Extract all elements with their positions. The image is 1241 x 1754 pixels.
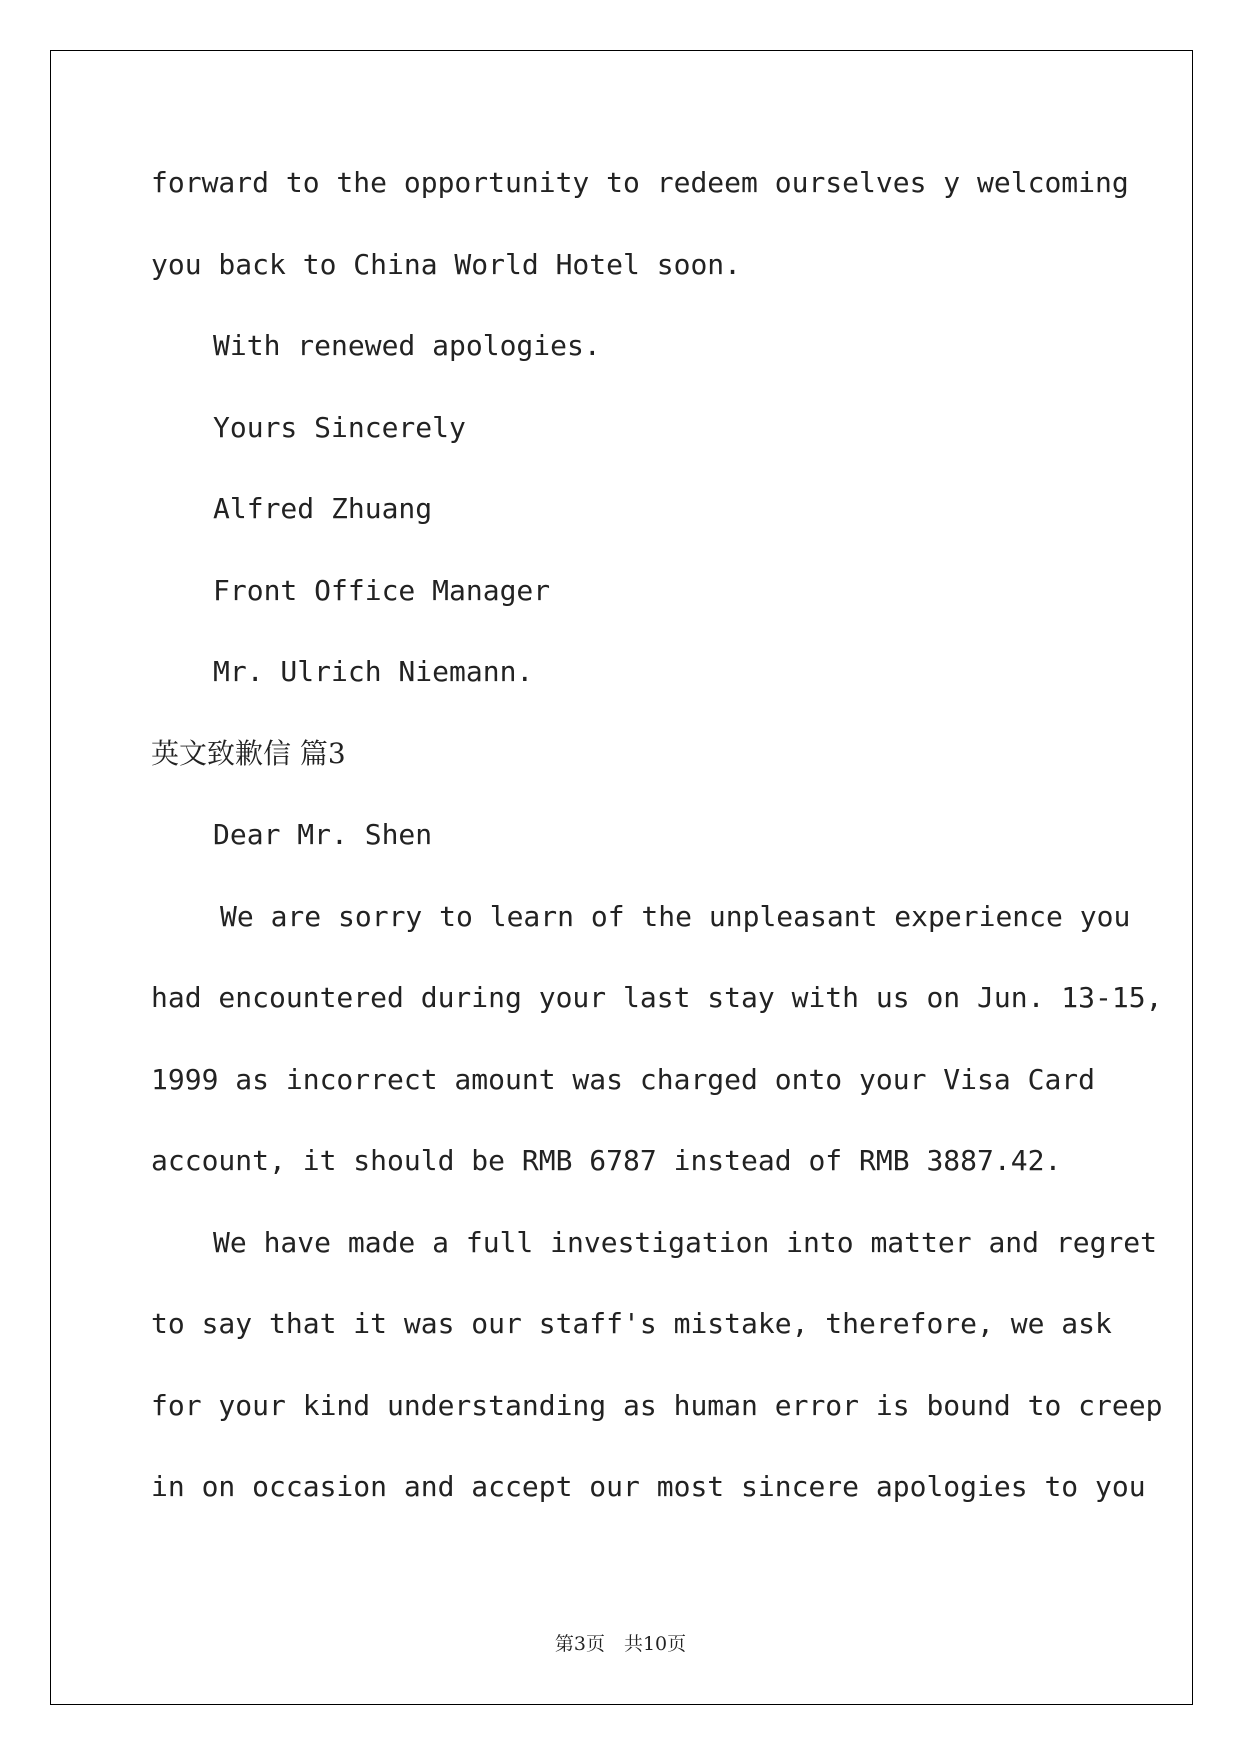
signer-name: Alfred Zhuang: [213, 492, 433, 525]
text-line: account, it should be RMB 6787 instead of RMB 3887.42.: [151, 1144, 1062, 1177]
sign-off: Yours Sincerely: [213, 410, 466, 444]
section-heading: 英文致歉信 篇3: [151, 736, 346, 770]
text-line: for your kind understanding as human error is bound to creep: [151, 1388, 1163, 1422]
text-line: had encountered during your last stay with us on Jun. 13-15,: [151, 981, 1163, 1014]
text-line: forward to the opportunity to redeem ourselves y welcoming: [151, 166, 1129, 199]
text-line: We have made a full investigation into matter and regret: [213, 1225, 1158, 1259]
signer-title: Front Office Manager: [213, 573, 551, 607]
text-line: to say that it was our staff's mistake, therefore, we ask: [151, 1307, 1112, 1340]
text-line: you back to China World Hotel soon.: [151, 247, 742, 281]
page-number: 第3页 共10页: [554, 1633, 687, 1655]
text-line: 1999 as incorrect amount was charged onto your Visa Card: [151, 1062, 1096, 1096]
closing-line: With renewed apologies.: [213, 329, 601, 362]
text-line: We are sorry to learn of the unpleasant experience you: [220, 899, 1131, 933]
salutation: Dear Mr. Shen: [213, 818, 433, 851]
text-line: in on occasion and accept our most sincere apologies to you: [151, 1470, 1146, 1503]
recipient-name: Mr. Ulrich Niemann.: [213, 655, 534, 688]
document-body: [151, 162, 1163, 1548]
